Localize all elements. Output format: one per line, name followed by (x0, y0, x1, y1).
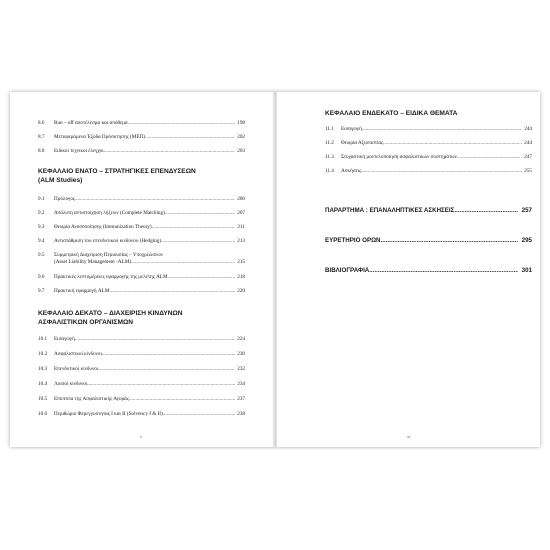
right-page (277, 92, 540, 447)
entry-title: Αντιστάθμιση του επενδυτικού κινδύνου (Hedging) ..... (54, 238, 235, 245)
appendix-title: ΠΑΡΑΡΤΗΜΑ : ΕΠΑΝΑΛΗΠΤΙΚΕΣ ΑΣΚΗΣΕΙΣ ..... (325, 207, 518, 215)
entry-page: 244 (524, 140, 532, 146)
index-title: ΕΥΡΕΤΗΡΙΟ ΟΡΩΝ ..... (325, 237, 518, 245)
entry-page: 206 (237, 196, 245, 202)
entry-number: 10.4 (38, 381, 48, 387)
entry-page: 247 (524, 154, 532, 160)
entry-number: 9.1 (38, 196, 45, 202)
entry-title: Θεωρία Ανοσοποίησης (Immunization Theory) ..... (54, 224, 235, 231)
entry-number: 11.2 (325, 140, 334, 146)
entry-page: 230 (237, 351, 245, 357)
entry-title: Πρακτικές λεπτομέρειες εφαρμογής της μελέτης ALM ..... (54, 274, 235, 281)
entry-title: Θεωρία Αξιοπιστίας ..... (341, 140, 522, 147)
entry-number: 11.1 (325, 126, 334, 132)
entry-page: 211 (237, 224, 245, 230)
entry-number: 10.1 (38, 336, 48, 342)
entry-page: 232 (237, 366, 245, 372)
entry-title: Ασφαλιστικοί κίνδυνοι ..... (54, 351, 235, 358)
entry-page: 203 (237, 148, 245, 154)
entry-page: 238 (237, 411, 245, 417)
bibliography-entry (325, 267, 532, 276)
entry-number: 10.3 (38, 366, 48, 372)
entry-number: 9.7 (38, 288, 45, 294)
entry-title: Απόλυτη αντιστοίχηση λήξεων (Complete Matching) ..... (54, 210, 235, 217)
entry-title: Πρόλογος ..... (54, 196, 235, 203)
chapter-heading-line2: ΑΣΦΑΛΙΣΤΙΚΩΝ ΟΡΓΑΝΙΣΜΩΝ (38, 318, 134, 326)
entry-title: Πρακτική εφαρμογή ALM ..... (54, 288, 235, 295)
entry-title-line1: Συμμετρική Διαχείριση Περιουσίας – Υποχρεώσεων (54, 252, 164, 258)
entry-page: 207 (237, 210, 245, 216)
entry-title: Εισαγωγή ..... (341, 126, 522, 133)
chapter-heading-line2: (ALM Studies) (38, 176, 83, 184)
index-page: 295 (521, 237, 532, 244)
entry-page: 213 (237, 238, 245, 244)
entry-number: 9.2 (38, 210, 45, 216)
entry-number: 9.5 (38, 252, 45, 258)
appendix-entry (325, 207, 532, 216)
entry-number: 8.8 (38, 148, 45, 154)
entry-number: 8.6 (38, 120, 45, 126)
entry-number: 10.2 (38, 351, 48, 357)
entry-number: 10.5 (38, 396, 48, 402)
appendix-page: 257 (521, 207, 532, 214)
entry-number: 9.4 (38, 238, 45, 244)
entry-title: Στοχαστική μοντελοποίηση ασφαλιστικών συστημάτων ..... (341, 154, 522, 161)
entry-page: 220 (237, 288, 245, 294)
entry-page: 198 (237, 120, 245, 126)
entry-title: Μεταφερόμενα Έξοδα Πρόσκτησης (ΜΕΠ) ..... (54, 134, 235, 141)
entry-title: Επενδυτικοί κίνδυνοι ..... (54, 366, 235, 373)
chapter-heading-line1: ΚΕΦΑΛΑΙΟ ΕΝΑΤΟ – ΣΤΡΑΤΗΓΙΚΕΣ ΕΠΕΝΔΥΣΕΩΝ (38, 168, 196, 175)
chapter-heading-line1: ΚΕΦΑΛΑΙΟ ΔΕΚΑΤΟ – ΔΙΑΧΕΙΡΙΣΗ ΚΙΝΔΥΝΩΝ (38, 310, 183, 317)
left-page (10, 92, 273, 447)
index-entry (325, 237, 532, 246)
entry-number: 10.6 (38, 411, 48, 417)
entry-number: 11.4 (325, 168, 334, 174)
entry-page: 237 (237, 396, 245, 402)
entry-page: 202 (237, 134, 245, 140)
page-folio: x (140, 434, 143, 439)
entry-number: 8.7 (38, 134, 45, 140)
entry-number: 9.3 (38, 224, 45, 230)
entry-title: Περιθώριο Φερεγγυότητας I και II (Solvency I & II) ..... (54, 411, 235, 418)
chapter-heading: ΚΕΦΑΛΑΙΟ ΕΝΔΕΚΑΤΟ – ΕΙΔΙΚΑ ΘΕΜΑΤΑ (325, 110, 458, 117)
entry-title: Ειδικοί τεχνικοί έλεγχοι ..... (54, 148, 235, 155)
book-spread (10, 92, 540, 447)
entry-number: 9.6 (38, 274, 45, 280)
toc-entry-9-5 (38, 252, 245, 266)
entry-title: Run – off αποτέλεσμα και απόθεμα ..... (54, 120, 235, 127)
bibliography-title: ΒΙΒΛΙΟΓΡΑΦΙΑ ..... (325, 267, 518, 275)
chapter-heading (38, 310, 245, 327)
entry-title: Λοιποί κίνδυνοι ..... (54, 381, 235, 388)
entry-page: 218 (237, 274, 245, 280)
entry-page: 234 (237, 381, 245, 387)
entry-page: 255 (524, 168, 532, 174)
entry-page: 224 (237, 336, 245, 342)
page-folio: xi (407, 434, 411, 439)
entry-title: Εποπτεία της Ασφαλιστικής Αγοράς ..... (54, 396, 235, 403)
entry-page: 215 (237, 259, 245, 265)
chapter-heading (38, 168, 245, 185)
bibliography-page: 301 (521, 267, 532, 274)
entry-number: 11.3 (325, 154, 334, 160)
entry-page: 244 (524, 126, 532, 132)
entry-title-line2: (Asset Liability Management -ALM) ..... (54, 259, 235, 266)
entry-title: Ασκήσεις ..... (341, 168, 522, 175)
entry-title: Εισαγωγή ..... (54, 336, 235, 343)
